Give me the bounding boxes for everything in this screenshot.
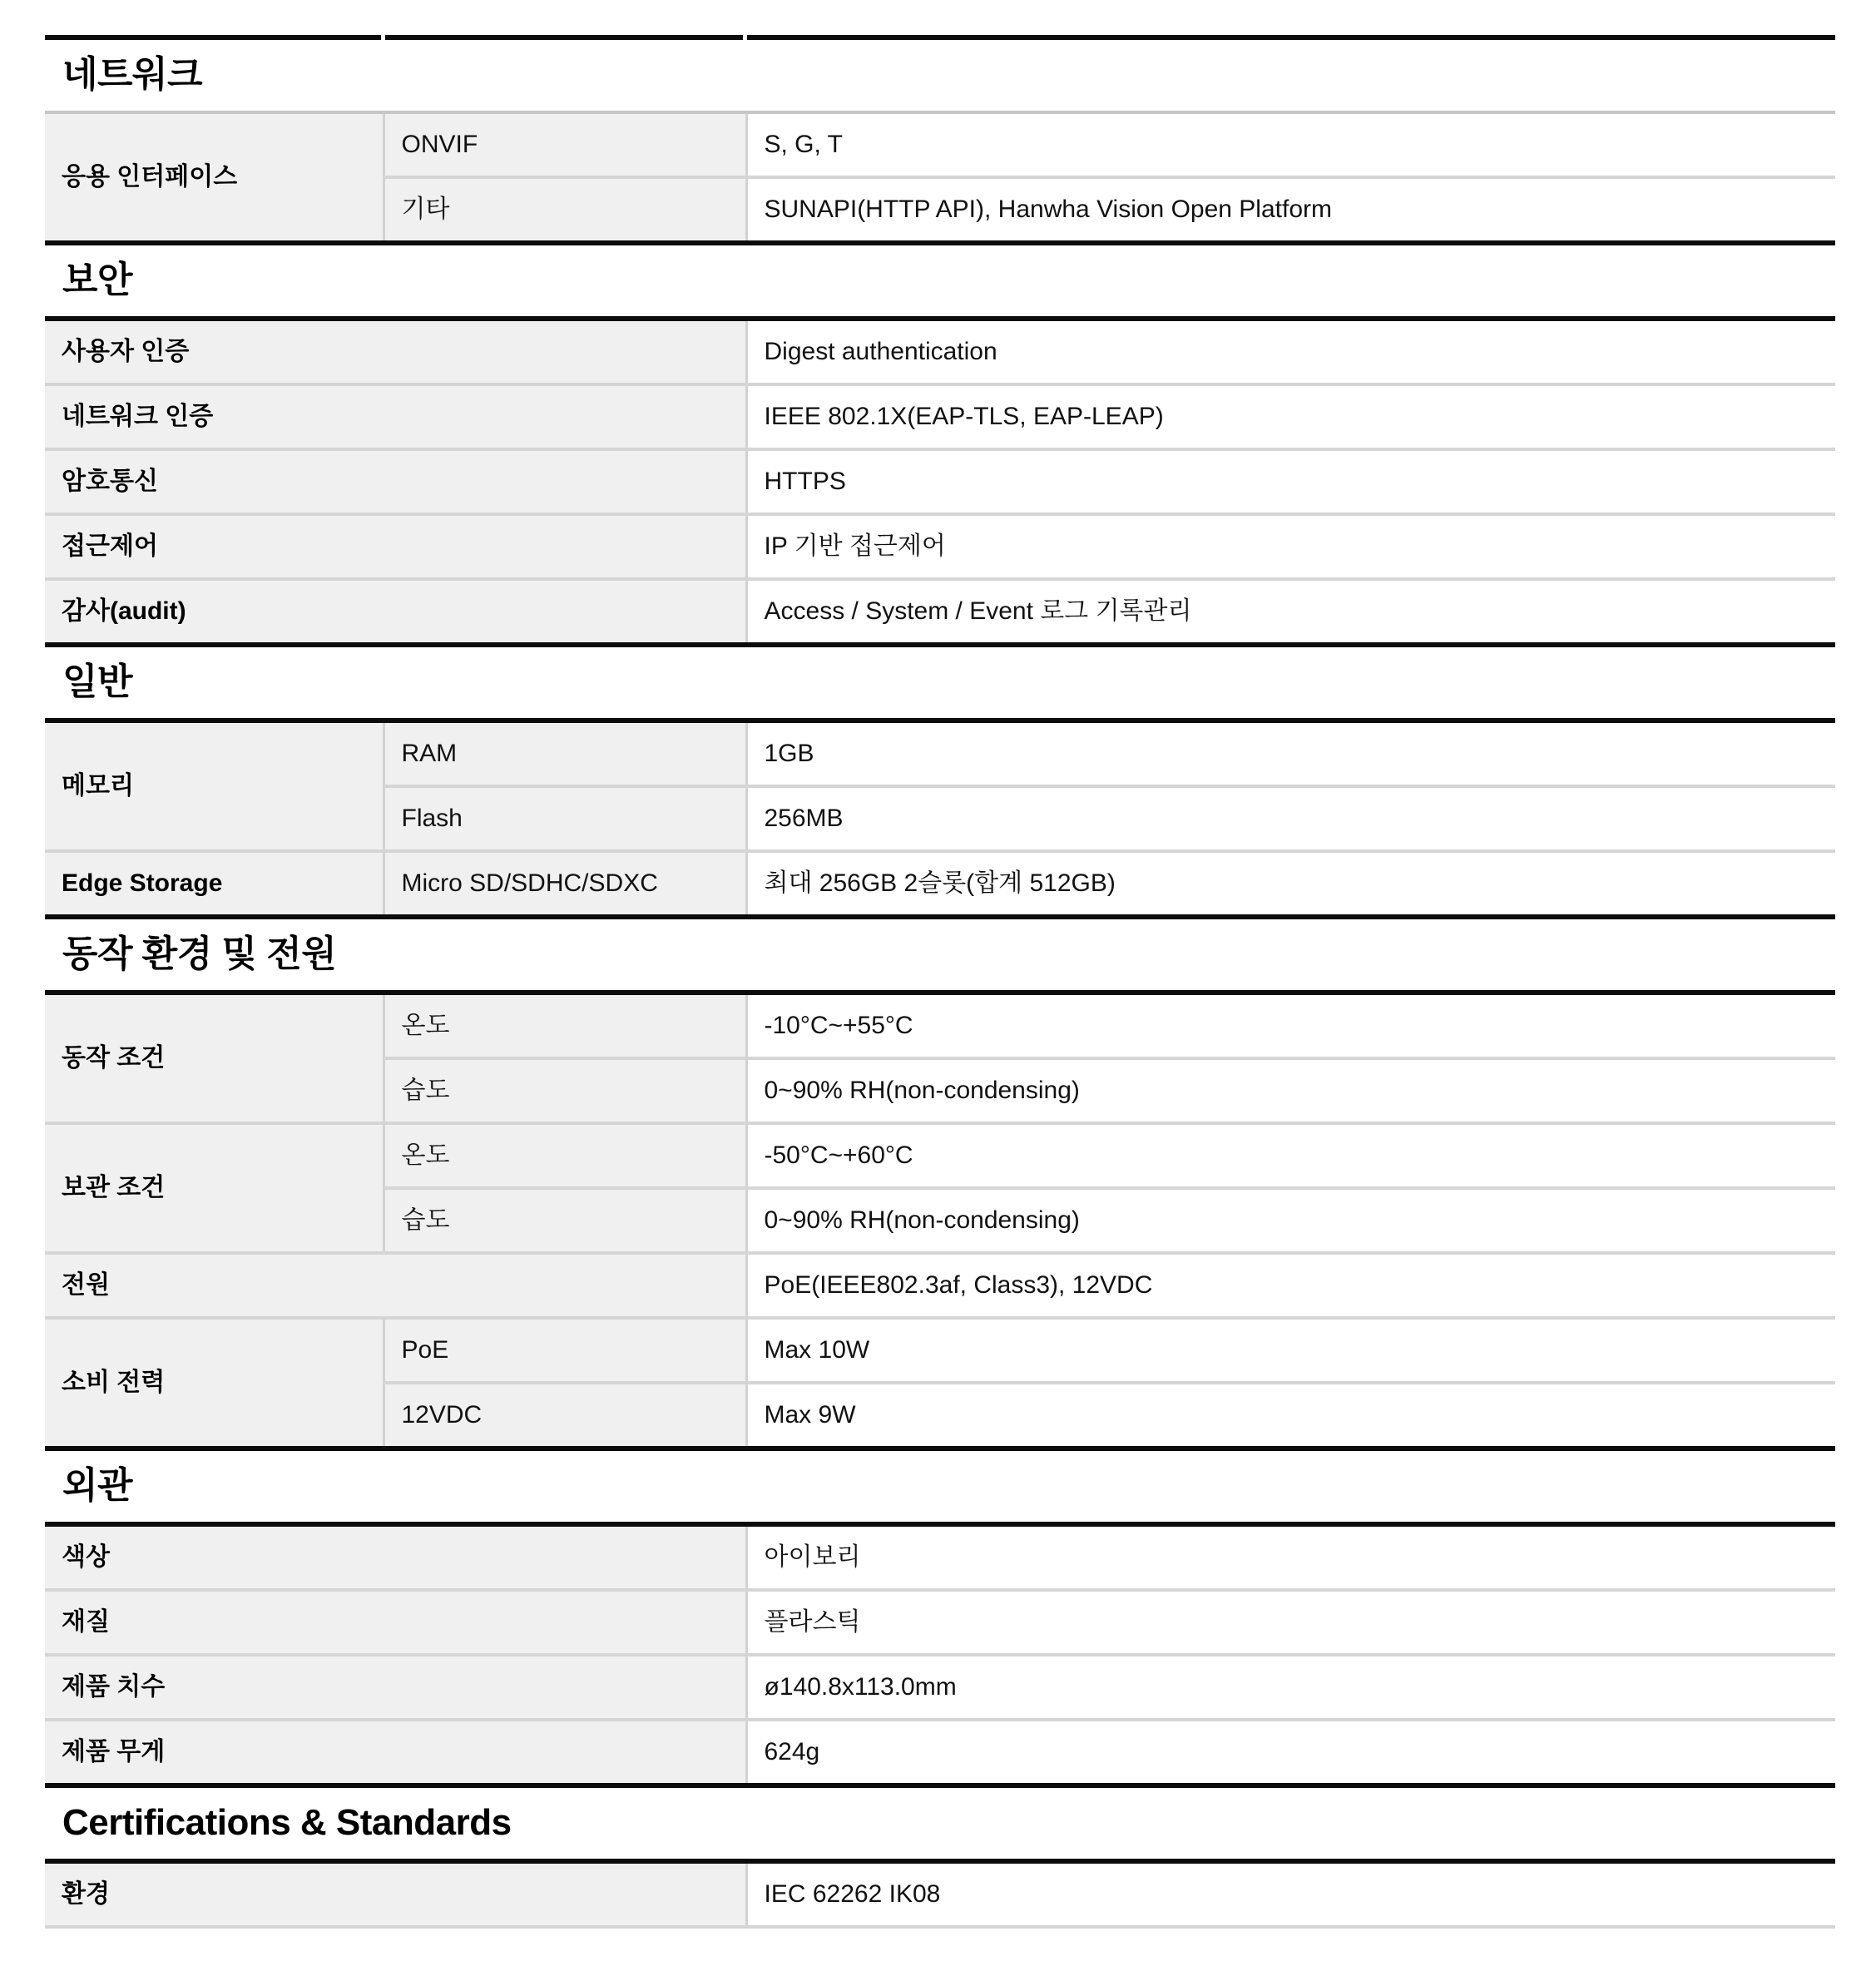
- spec-sub-cell: 12VDC: [384, 1383, 746, 1449]
- spec-document: [45, 0, 1835, 1929]
- spec-label-cell: 감사(audit): [45, 579, 746, 645]
- spec-value-cell: IEEE 802.1X(EAP-TLS, EAP-LEAP): [746, 384, 1835, 449]
- table-row: [45, 449, 1835, 514]
- spec-label-cell: 소비 전력: [45, 1318, 384, 1449]
- spec-table-certifications: [45, 1859, 1835, 1929]
- table-row: [45, 1253, 1835, 1318]
- spec-label-cell: 색상: [45, 1524, 746, 1590]
- table-row: [45, 1720, 1835, 1785]
- spec-value-cell: -50°C~+60°C: [746, 1123, 1835, 1188]
- spec-value-cell: Access / System / Event 로그 기록관리: [746, 579, 1835, 645]
- spec-sub-cell: ONVIF: [384, 112, 746, 177]
- spec-value-cell: 256MB: [746, 786, 1835, 851]
- table-row: [45, 1861, 1835, 1927]
- spec-label-cell: 사용자 인증: [45, 319, 746, 384]
- spec-value-cell: IP 기반 접근제어: [746, 514, 1835, 579]
- spec-value-cell: PoE(IEEE802.3af, Class3), 12VDC: [746, 1253, 1835, 1318]
- spec-label-cell: 보관 조건: [45, 1123, 384, 1253]
- spec-table-general: [45, 718, 1835, 919]
- table-row: [45, 1590, 1835, 1655]
- section-title-certifications: Certifications & Standards: [62, 1802, 512, 1843]
- spec-value-cell: ø140.8x113.0mm: [746, 1655, 1835, 1720]
- spec-table-security: [45, 316, 1835, 647]
- table-row: [45, 851, 1835, 917]
- spec-table-network: [45, 111, 1835, 245]
- spec-value-cell: HTTPS: [746, 449, 1835, 514]
- spec-label-cell: 전원: [45, 1253, 746, 1318]
- table-row: [45, 1524, 1835, 1590]
- spec-sub-cell: 온도: [384, 993, 746, 1058]
- spec-value-cell: SUNAPI(HTTP API), Hanwha Vision Open Platform: [746, 177, 1835, 243]
- table-row: [45, 1123, 1835, 1188]
- table-row: [45, 319, 1835, 384]
- spec-value-cell: 0~90% RH(non-condensing): [746, 1188, 1835, 1253]
- spec-label-cell: 접근제어: [45, 514, 746, 579]
- spec-value-cell: Max 9W: [746, 1383, 1835, 1449]
- section-title-environment-power: 동작 환경 및 전원: [62, 933, 337, 974]
- spec-sub-cell: PoE: [384, 1318, 746, 1383]
- spec-label-cell: Edge Storage: [45, 851, 384, 917]
- table-row: [45, 514, 1835, 579]
- previous-table-bottom-border: [45, 35, 1835, 40]
- spec-label-cell: 네트워크 인증: [45, 384, 746, 449]
- spec-value-cell: 624g: [746, 1720, 1835, 1785]
- table-row: [45, 579, 1835, 645]
- section-title-appearance: 외관: [62, 1465, 133, 1506]
- section-title-network: 네트워크: [62, 54, 203, 95]
- spec-value-cell: 플라스틱: [746, 1590, 1835, 1655]
- spec-label-cell: 동작 조건: [45, 993, 384, 1123]
- table-row: [45, 1318, 1835, 1383]
- spec-sub-cell: 온도: [384, 1123, 746, 1188]
- spec-sub-cell: 습도: [384, 1188, 746, 1253]
- section-title-general: 일반: [62, 661, 133, 702]
- section-title-security: 보안: [62, 260, 133, 300]
- spec-sub-cell: 기타: [384, 177, 746, 243]
- table-row: [45, 112, 1835, 177]
- spec-label-cell: 제품 치수: [45, 1655, 746, 1720]
- spec-table-environment-power: [45, 990, 1835, 1451]
- spec-value-cell: Digest authentication: [746, 319, 1835, 384]
- spec-sub-cell: Flash: [384, 786, 746, 851]
- spec-label-cell: 암호통신: [45, 449, 746, 514]
- spec-label-cell: 환경: [45, 1861, 746, 1927]
- spec-value-cell: S, G, T: [746, 112, 1835, 177]
- spec-label-cell: 메모리: [45, 721, 384, 851]
- table-row: [45, 384, 1835, 449]
- spec-value-cell: 1GB: [746, 721, 1835, 786]
- spec-value-cell: -10°C~+55°C: [746, 993, 1835, 1058]
- spec-value-cell: 최대 256GB 2슬롯(합계 512GB): [746, 851, 1835, 917]
- spec-sub-cell: Micro SD/SDHC/SDXC: [384, 851, 746, 917]
- spec-value-cell: 아이보리: [746, 1524, 1835, 1590]
- table-row: [45, 1655, 1835, 1720]
- table-row: [45, 993, 1835, 1058]
- spec-table-appearance: [45, 1522, 1835, 1788]
- spec-label-cell: 제품 무게: [45, 1720, 746, 1785]
- table-row: [45, 721, 1835, 786]
- spec-sub-cell: RAM: [384, 721, 746, 786]
- spec-value-cell: IEC 62262 IK08: [746, 1861, 1835, 1927]
- spec-label-cell: 재질: [45, 1590, 746, 1655]
- spec-sub-cell: 습도: [384, 1058, 746, 1123]
- spec-label-cell: 응용 인터페이스: [45, 112, 384, 243]
- spec-value-cell: Max 10W: [746, 1318, 1835, 1383]
- spec-value-cell: 0~90% RH(non-condensing): [746, 1058, 1835, 1123]
